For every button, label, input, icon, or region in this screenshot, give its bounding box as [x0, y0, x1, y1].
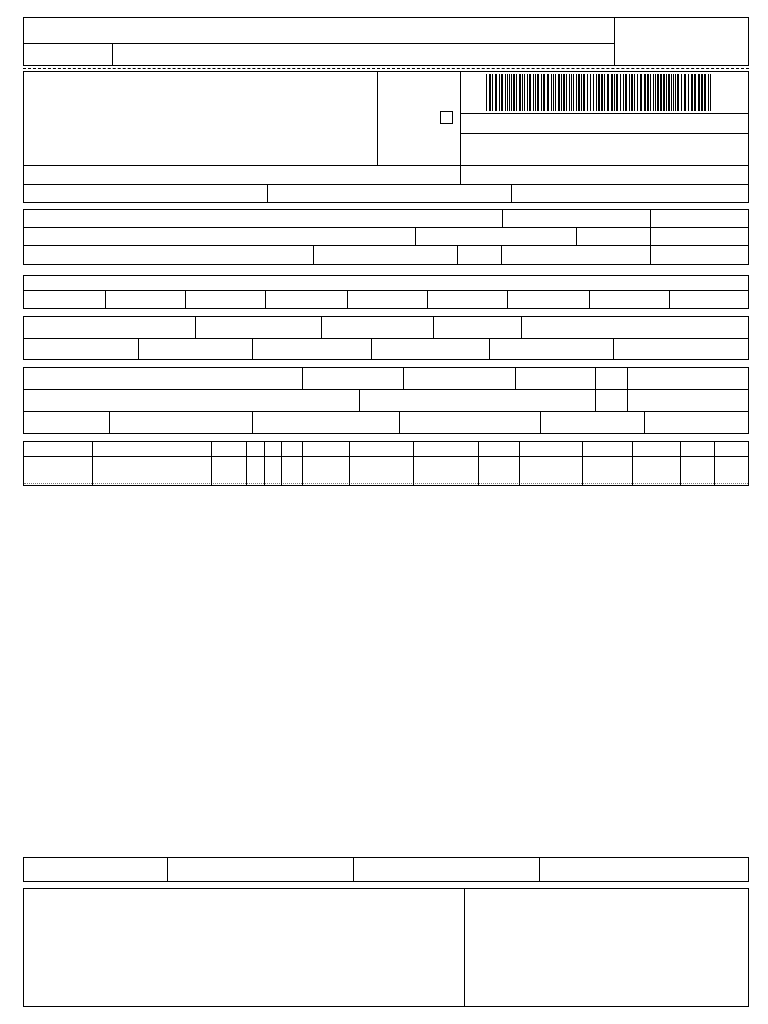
carrier-r1-divider-2: [403, 367, 404, 389]
carrier-r3-divider-3: [399, 411, 400, 434]
products-column-divider: [264, 441, 265, 486]
tax-r1-divider-3: [433, 316, 434, 338]
products-column-divider: [413, 441, 414, 486]
barcode-icon: [485, 74, 713, 111]
products-column-divider: [714, 441, 715, 486]
state-registration-divider-1: [267, 184, 268, 203]
recipient-r2-divider-1: [415, 227, 416, 245]
nature-operation-line: [23, 165, 749, 166]
recipient-r1-divider-1: [502, 209, 503, 227]
entry-exit-checkbox[interactable]: [440, 111, 453, 124]
recipient-row-line-2: [23, 245, 749, 246]
products-column-divider: [281, 441, 282, 486]
carrier-r1-divider-5: [627, 367, 628, 411]
recipient-r1-divider-2: [650, 209, 651, 227]
danfe-divider: [460, 71, 461, 185]
barcode-bottom-line: [460, 113, 749, 114]
state-registration-divider-2: [511, 184, 512, 203]
recipient-r2-divider-3: [650, 227, 651, 245]
carrier-row-line-2: [23, 411, 749, 412]
products-column-divider: [632, 441, 633, 486]
carrier-r1-divider-4: [595, 367, 596, 411]
additional-data-divider: [464, 888, 465, 1007]
issqn-divider-3: [539, 857, 540, 882]
issqn-block: [23, 857, 749, 882]
tax-r2-divider-3: [371, 338, 372, 360]
products-column-divider: [519, 441, 520, 486]
products-header-line: [23, 456, 749, 457]
access-key-bottom-line: [460, 133, 749, 134]
recipient-r3-divider-4: [650, 245, 651, 265]
carrier-r1-divider-3: [515, 367, 516, 389]
invoice-divider-5: [427, 290, 428, 309]
products-column-divider: [92, 441, 93, 486]
tax-r1-divider-1: [195, 316, 196, 338]
invoice-divider-6: [507, 290, 508, 309]
cut-line: [23, 68, 749, 69]
carrier-r3-divider-1: [109, 411, 110, 434]
products-table: [23, 441, 749, 486]
recipient-r3-divider-2: [457, 245, 458, 265]
products-row-dotted-line: [24, 483, 748, 484]
carrier-block: [23, 367, 749, 434]
invoice-divider-2: [185, 290, 186, 309]
recipient-r3-divider-1: [313, 245, 314, 265]
recipient-r2-divider-2: [576, 227, 577, 245]
products-column-divider: [349, 441, 350, 486]
tax-row-line: [23, 338, 749, 339]
tax-r2-divider-1: [138, 338, 139, 360]
invoice-divider-3: [265, 290, 266, 309]
products-column-divider: [246, 441, 247, 486]
issqn-divider-1: [167, 857, 168, 882]
products-column-divider: [302, 441, 303, 486]
issqn-divider-2: [353, 857, 354, 882]
invoice-divider-4: [347, 290, 348, 309]
carrier-r2-divider-1: [359, 389, 360, 411]
state-registration-line: [23, 184, 749, 185]
products-column-divider: [680, 441, 681, 486]
additional-data-block: [23, 888, 749, 1007]
recipient-r3-divider-3: [501, 245, 502, 265]
invoice-block: [23, 275, 749, 309]
products-column-divider: [478, 441, 479, 486]
products-column-divider: [582, 441, 583, 486]
tax-r2-divider-2: [252, 338, 253, 360]
carrier-r3-divider-5: [644, 411, 645, 434]
tax-r2-divider-5: [613, 338, 614, 360]
receipt-stub-field-divider: [112, 43, 113, 66]
recipient-row-line-1: [23, 227, 749, 228]
receipt-stub-date-divider: [614, 17, 615, 66]
carrier-r3-divider-2: [252, 411, 253, 434]
invoice-divider-7: [589, 290, 590, 309]
invoice-row-line: [23, 290, 749, 291]
invoice-divider-8: [669, 290, 670, 309]
issuer-divider: [377, 71, 378, 166]
tax-r2-divider-4: [489, 338, 490, 360]
receipt-stub: [23, 17, 749, 66]
carrier-row-line-1: [23, 389, 749, 390]
invoice-divider-1: [105, 290, 106, 309]
carrier-r3-divider-4: [540, 411, 541, 434]
products-column-divider: [211, 441, 212, 486]
tax-r1-divider-4: [521, 316, 522, 338]
tax-r1-divider-2: [321, 316, 322, 338]
recipient-block: [23, 209, 749, 265]
carrier-r1-divider-1: [302, 367, 303, 389]
